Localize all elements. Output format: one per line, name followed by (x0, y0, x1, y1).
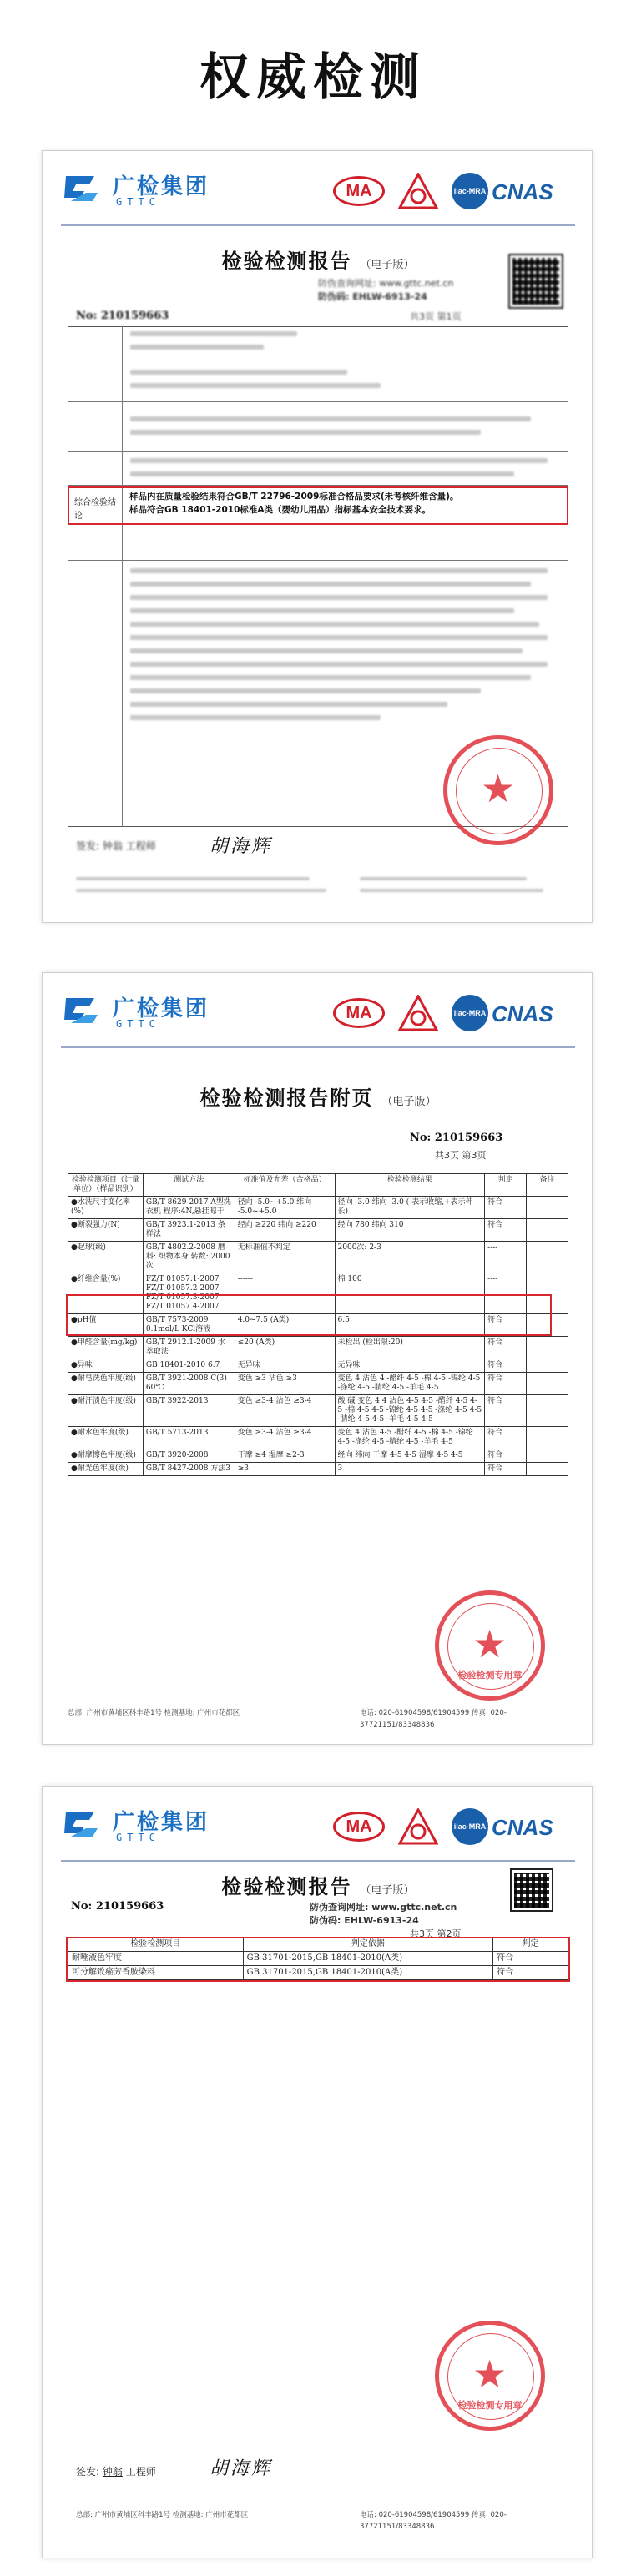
cell-result: 3 (335, 1463, 485, 1476)
cell-note (527, 1219, 568, 1242)
inspection-seal-icon: ★ 检验检测专用章 (435, 1590, 545, 1701)
report-page-3 (42, 972, 593, 1745)
cell-standard: ≤20 (A类) (235, 1337, 335, 1359)
ilac-mark-icon: ilac-MRA (452, 995, 488, 1031)
brand-name: 广检集团 (113, 174, 210, 199)
table-row (68, 1427, 568, 1449)
ilac-mark-icon: ilac-MRA (452, 1808, 488, 1845)
report-header (43, 151, 593, 226)
security-code: 防伪码: EHLW-6913-24 (318, 291, 427, 302)
cnas-mark: CNAS (492, 1815, 553, 1840)
cell-result: 经向 780 纬向 310 (335, 1219, 485, 1242)
cell-item: ●纤维含量(%) (68, 1273, 144, 1314)
cell-note (527, 1427, 568, 1449)
cell-verdict: 符合 (493, 1966, 568, 1980)
report-page-2 (42, 1786, 593, 2558)
table-header-row (68, 1174, 568, 1197)
cell-result: 径向 -3.0 纬向 -3.0 (-表示收缩,+表示伸长) (335, 1197, 485, 1219)
gttc-logo (61, 169, 245, 211)
cell-item: ●耐汗渍色牢度(级) (68, 1395, 144, 1427)
cell-verdict: 符合 (493, 1952, 568, 1966)
cell-result: 无异味 (335, 1359, 485, 1373)
signer: 签发: 钟翁 工程师 (76, 2466, 156, 2478)
column-header: 标准值及允差（合格品） (235, 1174, 335, 1197)
seal-text: 检验检测专用章 (457, 1670, 523, 1681)
cell-standard: 干摩 ≥4 湿摩 ≥2-3 (235, 1449, 335, 1463)
cell-item: ●甲醛含量(mg/kg) (68, 1337, 144, 1359)
inspection-seal-icon: ★ 检验检测专用章 (435, 2321, 545, 2431)
cell-verdict: 符合 (485, 1337, 527, 1359)
brand-sub: GTTC (116, 196, 160, 208)
certification-marks (333, 171, 575, 209)
cell-item: ●耐水色牢度(级) (68, 1427, 144, 1449)
fiber-content-highlight (66, 1294, 552, 1336)
report-header (43, 1787, 593, 1862)
cal-mark-icon (398, 173, 438, 209)
table-row (68, 1337, 568, 1359)
cell-note (527, 1197, 568, 1219)
cell-verdict: ---- (485, 1273, 527, 1314)
cell-method: GB/T 2912.1-2009 水萃取法 (143, 1337, 235, 1359)
cell-result: 2000次: 2-3 (335, 1242, 485, 1273)
judgement-highlight (66, 1937, 570, 1982)
cma-mark-icon: MA (333, 998, 385, 1028)
cell-method: GB 18401-2010 6.7 (143, 1359, 235, 1373)
cell-note (527, 1242, 568, 1273)
report-title: 检验检测报告 （电子版） (221, 1874, 415, 1898)
cell-method: GB/T 5713-2013 (143, 1427, 235, 1449)
brand-name: 广检集团 (113, 1810, 210, 1835)
report-title: 检验检测报告 （电子版） (221, 249, 415, 273)
report-page-1 (42, 150, 593, 923)
cell-standard: ------ (235, 1273, 335, 1314)
certification-marks (333, 1807, 575, 1845)
column-header: 检验检测项目（计量单位）（样品识别） (68, 1174, 144, 1197)
conclusion-label: 综合检验结论 (74, 498, 116, 521)
cell-note (527, 1449, 568, 1463)
security-code: 防伪码: EHLW-6913-24 (310, 1915, 419, 1926)
cell-result: 变色 4 沾色 4-5 -醋纤 4-5 -棉 4-5 -锦纶 4-5 -涤纶 4-5 -腈纶 4-5 -羊毛 4-5 (335, 1427, 485, 1449)
footer-contact: 电话: 020-61904598/61904599 传真: 020-37721151/83348836 (360, 2511, 507, 2531)
report-number: No: 210159663 (71, 1900, 164, 1913)
table-row (68, 1242, 568, 1273)
conclusion-line-1: 样品内在质量检验结果符合GB/T 22796-2009标准合格品要求(未考核纤维含量)。 (129, 492, 459, 502)
cell-method: GB/T 7573-2009 0.1mol/L KCl溶液 (143, 1314, 235, 1337)
cell-item: 可分解致癌芳香胺染料 (68, 1966, 244, 1980)
report-number: No: 210159663 (76, 310, 169, 322)
cell-note (527, 1359, 568, 1373)
table-row (68, 1395, 568, 1427)
header-rule (61, 1860, 575, 1862)
cell-item: ●异味 (68, 1359, 144, 1373)
query-site: 防伪查询网址: www.gttc.net.cn (310, 1902, 457, 1913)
cma-mark-icon: MA (333, 1812, 385, 1842)
gttc-mark-icon (61, 1807, 101, 1843)
column-header: 备注 (527, 1174, 568, 1197)
cell-method: FZ/T 01057.1-2007 FZ/T 01057.2-2007 FZ/T 01057.3-2007 FZ/T 01057.4-2007 (143, 1273, 235, 1314)
gttc-mark-icon (61, 993, 101, 1030)
signer: 签发: 钟翁 工程师 (76, 840, 156, 852)
cnas-mark: CNAS (492, 179, 553, 204)
cell-method: GB/T 8629-2017 A型洗衣机 程序:4N,悬挂晾干 (143, 1197, 235, 1219)
conclusion-text (129, 490, 563, 517)
gttc-mark-icon (61, 171, 101, 208)
qr-code-icon (512, 1870, 552, 1910)
cell-result: 棉 100 (335, 1273, 485, 1314)
page-info: 共3页 第3页 (435, 1150, 487, 1161)
cell-item: ●断裂强力(N) (68, 1219, 144, 1242)
cell-standard: ≥3 (235, 1463, 335, 1476)
cell-item: ●耐光色牢度(级) (68, 1463, 144, 1476)
page-title: 权威检测 (199, 48, 427, 107)
column-header: 检验检测结果 (335, 1174, 485, 1197)
cell-standard: 无标准值不判定 (235, 1242, 335, 1273)
column-header: 判定 (485, 1174, 527, 1197)
seal-text: 检验检测专用章 (457, 2400, 523, 2411)
column-header: 判定依据 (243, 1938, 493, 1952)
table-row (68, 1463, 568, 1476)
cell-method: GB/T 3920-2008 (143, 1449, 235, 1463)
table-row (68, 1219, 568, 1242)
table-row (68, 1449, 568, 1463)
query-site: 防伪查询网址: www.gttc.net.cn (318, 278, 454, 289)
cell-note (527, 1395, 568, 1427)
footer-address: 总部: 广州市黄埔区科丰路1号 检测基地: 广州市花都区 (76, 2511, 249, 2519)
cell-standard: 4.0~7.5 (A类) (235, 1314, 335, 1337)
cnas-mark: CNAS (492, 1001, 553, 1026)
cell-method: GB/T 3921-2008 C(3) 60℃ (143, 1373, 235, 1395)
cell-standard: 径向 -5.0~+5.0 纬向 -5.0~+5.0 (235, 1197, 335, 1219)
cell-verdict: 符合 (485, 1359, 527, 1373)
cell-item: ●水洗尺寸变化率(%) (68, 1197, 144, 1219)
cell-result: 未检出 (检出限:20) (335, 1337, 485, 1359)
cell-verdict: 符合 (485, 1395, 527, 1427)
cell-basis: GB 31701-2015,GB 18401-2010(A类) (243, 1966, 493, 1980)
cell-method: GB/T 4802.2-2008 磨料: 织物本身 转数: 2000次 (143, 1242, 235, 1273)
cell-standard: 经向 ≥220 纬向 ≥220 (235, 1219, 335, 1242)
cell-verdict: 符合 (485, 1373, 527, 1395)
report-number: No: 210159663 (410, 1132, 503, 1144)
gttc-logo (61, 991, 245, 1033)
cell-item: ●pH值 (68, 1314, 144, 1337)
signature: 胡海辉 (210, 836, 273, 857)
cell-verdict: 符合 (485, 1314, 527, 1337)
signature: 胡海辉 (210, 2458, 273, 2479)
header-rule (61, 1046, 575, 1048)
cell-method: GB/T 3923.1-2013 条样法 (143, 1219, 235, 1242)
cell-method: GB/T 8427-2008 方法3 (143, 1463, 235, 1476)
brand-sub: GTTC (116, 1832, 160, 1843)
report-header (43, 973, 593, 1048)
table-row (68, 1197, 568, 1219)
cell-item: ●耐皂洗色牢度(级) (68, 1373, 144, 1395)
cell-verdict: 符合 (485, 1463, 527, 1476)
cal-mark-icon (398, 1808, 438, 1845)
cell-standard: 无异味 (235, 1359, 335, 1373)
certification-marks (333, 993, 575, 1031)
cell-item: 耐唾液色牢度 (68, 1952, 244, 1966)
cell-verdict: 符合 (485, 1427, 527, 1449)
cell-basis: GB 31701-2015,GB 18401-2010(A类) (243, 1952, 493, 1966)
ilac-mark-icon: ilac-MRA (452, 173, 488, 209)
header-rule (61, 224, 575, 226)
cell-item: ●耐摩擦色牢度(级) (68, 1449, 144, 1463)
page-info: 共3页 第2页 (410, 1928, 462, 1939)
cma-mark-icon: MA (333, 176, 385, 206)
column-header: 判定 (493, 1938, 568, 1952)
footer-contact: 电话: 020-61904598/61904599 传真: 020-37721151/83348836 (360, 1709, 507, 1729)
cell-note (527, 1463, 568, 1476)
cell-note (527, 1373, 568, 1395)
cal-mark-icon (398, 995, 438, 1031)
cell-item: ●起球(级) (68, 1242, 144, 1273)
cell-note (527, 1337, 568, 1359)
cell-verdict: ---- (485, 1242, 527, 1273)
table-row (68, 1373, 568, 1395)
cell-result: 变色 4 沾色 4 -醋纤 4-5 -棉 4-5 -锦纶 4-5 -涤纶 4-5 -腈纶 4-5 -羊毛 4-5 (335, 1373, 485, 1395)
column-header: 测试方法 (143, 1174, 235, 1197)
inspection-seal-icon: ★ (443, 735, 553, 845)
cell-result: 酸 碱 变色 4 4 沾色 4-5 4-5 -醋纤 4-5 4-5 -棉 4-5 4-5 -锦纶 4-5 4-5 -涤纶 4-5 4-5 -腈纶 4-5 4-5 -羊毛 4-5 4-5 (335, 1395, 485, 1427)
brand-name: 广检集团 (113, 996, 210, 1021)
cell-result: 6.5 (335, 1314, 485, 1337)
column-header: 检验检测项目 (68, 1938, 244, 1952)
cell-method: GB/T 3922-2013 (143, 1395, 235, 1427)
cell-standard: 变色 ≥3 沾色 ≥3 (235, 1373, 335, 1395)
qr-code-icon (510, 255, 562, 307)
report-title: 检验检测报告附页 （电子版） (199, 1086, 437, 1110)
gttc-logo (61, 1805, 245, 1847)
brand-sub: GTTC (116, 1018, 160, 1030)
cell-standard: 变色 ≥3-4 沾色 ≥3-4 (235, 1427, 335, 1449)
cell-standard: 变色 ≥3-4 沾色 ≥3-4 (235, 1395, 335, 1427)
page-info: 共3页 第1页 (410, 311, 462, 322)
footer-address: 总部: 广州市黄埔区科丰路1号 检测基地: 广州市花都区 (68, 1709, 240, 1717)
cell-verdict: 符合 (485, 1449, 527, 1463)
cell-verdict: 符合 (485, 1197, 527, 1219)
conclusion-line-2: 样品符合GB 18401-2010标准A类（婴幼儿用品）指标基本安全技术要求。 (129, 505, 432, 515)
cell-result: 经向 纬向 干摩 4-5 4-5 湿摩 4-5 4-5 (335, 1449, 485, 1463)
table-row (68, 1359, 568, 1373)
cell-verdict: 符合 (485, 1219, 527, 1242)
